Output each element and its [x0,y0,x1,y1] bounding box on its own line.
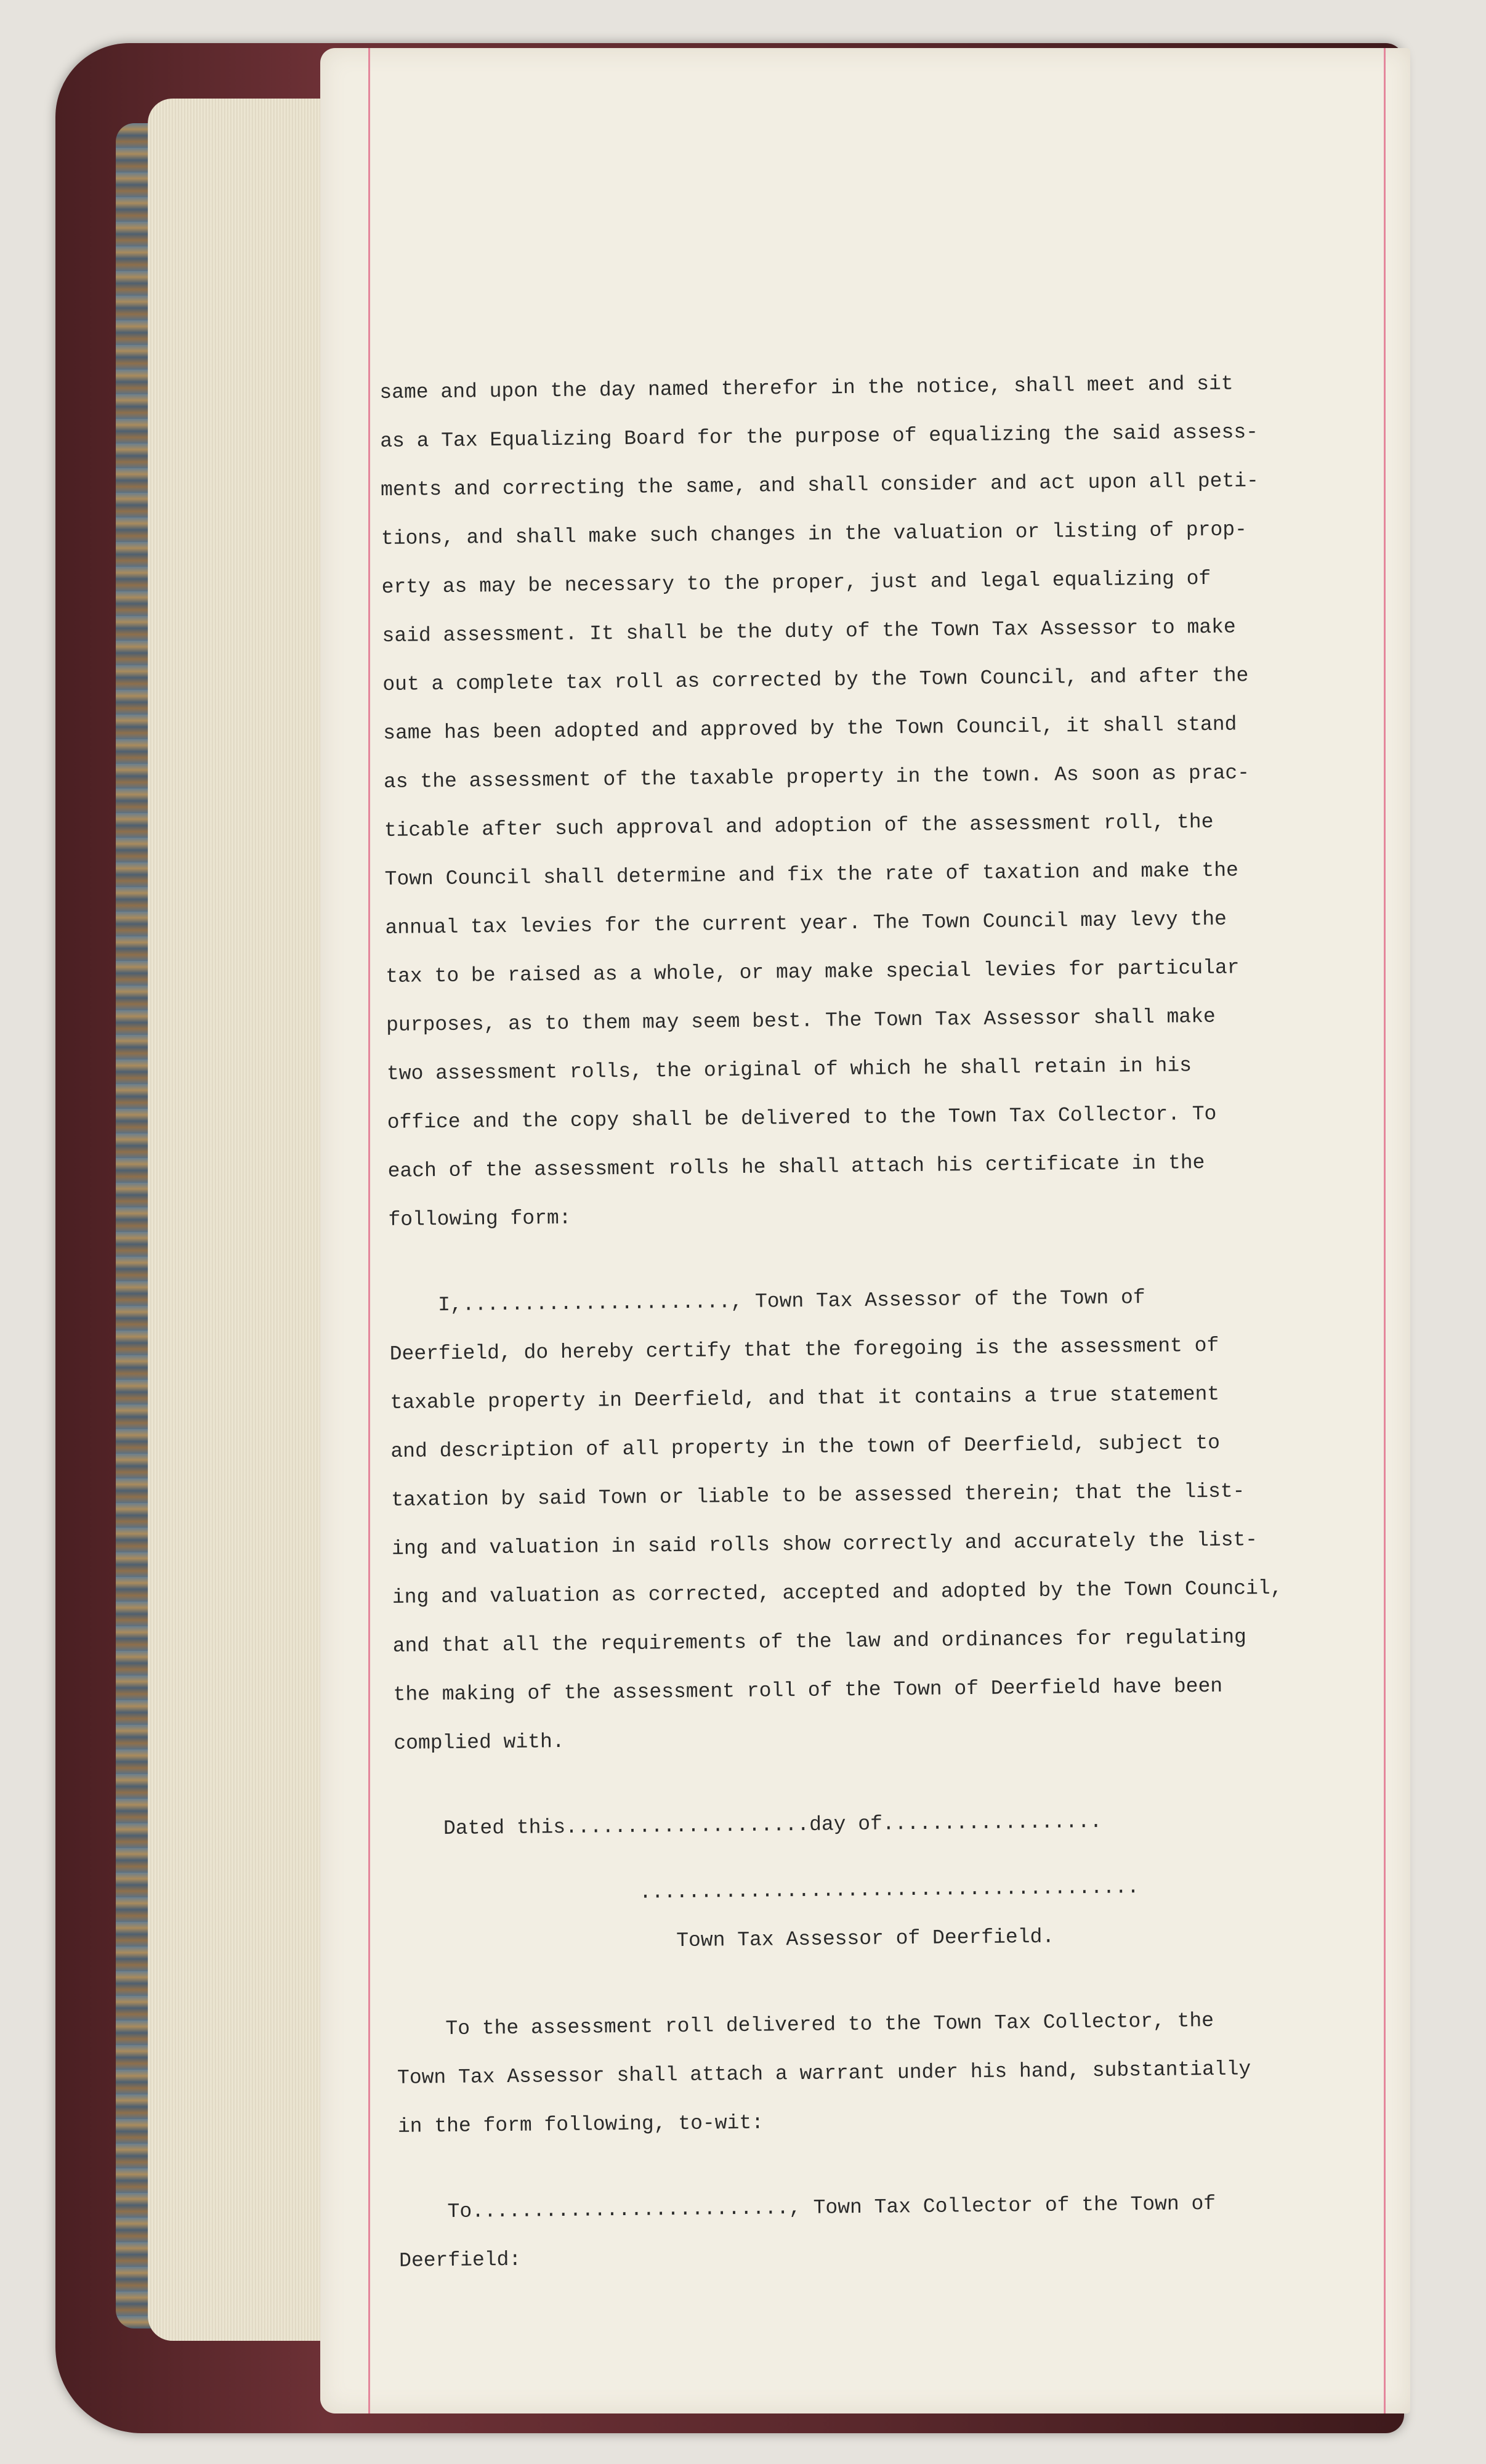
text-line: complied with. [394,1730,565,1755]
text-line: To the assessment roll delivered to the Town Tax Collector, the [397,2009,1214,2041]
paragraph-equalizing-board [379,358,1411,1244]
text-line: out a complete tax roll as corrected by the Town Council, and after the [382,664,1249,696]
text-line: Town Tax Assessor shall attach a warrant under his hand, substantially [397,2057,1251,2089]
text-line: two assessment rolls, the original of which he shall retain in his [386,1054,1192,1085]
paragraph-warrant [397,1994,1420,2150]
text-line: tax to be raised as a whole, or may make special levies for particular [386,956,1240,988]
text-line: ments and correcting the same, and shall consider and act upon all peti- [380,469,1259,501]
text-line: as a Tax Equalizing Board for the purpose of equalizing the said assess- [380,421,1259,453]
signature-dots: ......................................... [395,1876,1140,1907]
text-line: and that all the requirements of the law and ordinances for regulating [392,1626,1247,1658]
text-line: ing and valuation in said rolls show correctly and accurately the list- [391,1528,1258,1560]
text-line: and description of all property in the town of Deerfield, subject to [390,1431,1221,1463]
text-line: each of the assessment rolls he shall attach his certificate in the [387,1151,1205,1183]
text-line: erty as may be necessary to the proper, just and legal equalizing of [381,567,1211,599]
text-line: as the assessment of the taxable property in the town. As soon as prac- [383,761,1250,793]
text-line: Town Council shall determine and fix the rate of taxation and make the [384,859,1239,891]
text-line: I,......................, Town Tax Assessor of the Town of [389,1286,1145,1317]
text-line: said assessment. It shall be the duty of the Town Tax Assessor to make [382,615,1236,647]
ledger-page [320,48,1410,2413]
text-line: Dated this....................day of.................. [394,1810,1102,1841]
text-line: in the form following, to-wit: [397,2111,764,2138]
text-line: taxable property in Deerfield, and that it contains a true statement [390,1382,1220,1414]
text-line: taxation by said Town or liable to be assessed therein; that the list- [391,1480,1245,1512]
page-stack-edge [148,99,339,2341]
marbled-page-edge [116,123,153,2328]
text-line: ticable after such approval and adoption of the assessment roll, the [384,810,1214,842]
text-line: same and upon the day named therefor in the notice, shall meet and sit [379,372,1234,404]
signature-block [395,1860,1419,1968]
paragraph-warrant-form [398,2177,1422,2285]
paragraph-certificate-form [389,1271,1416,1768]
left-margin-rule [368,48,370,2413]
signature-title: Town Tax Assessor of Deerfield. [395,1925,1055,1955]
text-line: purposes, as to them may seem best. The Town Tax Assessor shall make [386,1005,1216,1037]
text-line: tions, and shall make such changes in the valuation or listing of prop- [381,518,1248,550]
text-line: Deerfield: [398,2248,522,2272]
text-line: office and the copy shall be delivered to the Town Tax Collector. To [387,1102,1217,1134]
text-line: the making of the assessment roll of the Town of Deerfield have been [393,1674,1223,1706]
typed-text-body [379,358,1421,2285]
text-line: ing and valuation as corrected, accepted and adopted by the Town Council, [392,1576,1283,1609]
text-line: same has been adopted and approved by the Town Council, it shall stand [383,713,1237,745]
text-line: To.........................., Town Tax Collector of the Town of [398,2192,1216,2224]
text-line: annual tax levies for the current year. The Town Council may levy the [385,907,1227,939]
text-line: Deerfield, do hereby certify that the foregoing is the assessment of [389,1334,1219,1366]
text-line: following form: [388,1206,571,1231]
dated-line [394,1794,1417,1853]
